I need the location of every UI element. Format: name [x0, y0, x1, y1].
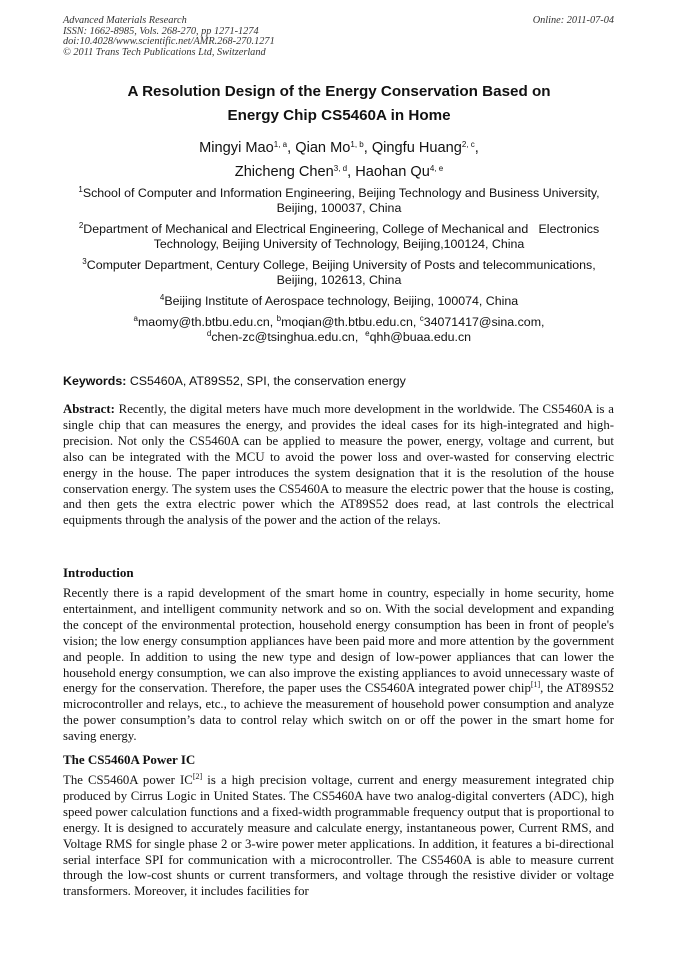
journal-doi: doi:10.4028/www.scientific.net/AMR.268-270.1271 [63, 36, 275, 48]
author-sup: 2, c [461, 140, 475, 149]
email-address[interactable]: maomy@th.btbu.edu.cn, [137, 315, 274, 329]
title-line-2: Energy Chip CS5460A in Home [227, 107, 451, 124]
introduction-paragraph: Recently there is a rapid development of the smart home in country, especially in home security, home entertainment, and intelligent community network and so on. With the social development and expanding the concept of the environmental protection, household energy consumption has been in front of people's vision; the low energy consumption appliances have been paid more and more attention by the government and people. In addition to using the new type and design of low-power appliances that can lower the household energy consumption, we can also improve the existing appliances to avoid unnecessary waste of energy for the conservation. Therefore, the paper uses the CS5460A integrated power chip[1], the AT89S52 microcontroller and relays, etc., to achieve the measurement of household power consumption and analyze the power consumption’s data to control relay which switch on or off the power in the smart home for saving energy. [63, 586, 614, 744]
author-name: Zhicheng Chen [234, 164, 334, 180]
author-sup: 1, b [350, 140, 364, 149]
keywords-label: Keywords: [63, 374, 127, 388]
journal-header [63, 16, 275, 58]
affiliation-4 [63, 294, 615, 309]
keywords [63, 373, 406, 389]
section-heading-cs5460a: The CS5460A Power IC [63, 752, 196, 767]
abstract [63, 402, 614, 529]
email-address[interactable]: chen-zc@tsinghua.edu.cn, [211, 330, 359, 345]
journal-copyright: © 2011 Trans Tech Publications Ltd, Switzerland [63, 46, 266, 58]
introduction-heading: Introduction [63, 565, 134, 580]
affiliation-text: Beijing, 102613, China [276, 273, 402, 288]
email-address[interactable]: moqian@th.btbu.edu.cn, [281, 315, 417, 329]
email-address[interactable]: qhh@buaa.edu.cn [369, 330, 472, 345]
author-line-1: Mingyi Mao$^{1, a}$, Qian Mo$^{1, b}$, Qingfu Huang$^{2, c}$, [199, 140, 479, 156]
title-line-1: A Resolution Design of the Energy Conservation Based on [127, 83, 551, 100]
email-list [63, 315, 615, 346]
affiliation-num: 1 [78, 185, 83, 194]
affiliation-text: Computer Department, Century College, Beijing University of Posts and telecommunications, [86, 258, 596, 272]
email-address[interactable]: 34071417@sina.com, [423, 315, 545, 329]
author-name: Mingyi Mao [199, 140, 274, 156]
abstract-text: Recently, the digital meters have much more development in the worldwide. The CS5460A is a single chip that can measures the energy, and provides the ideal cases for its high-integrated and high-precision. Not only the CS5460A can be applied to measure the power, energy, voltage and current, but also can be integrated with the MCU to avoid the power loss and over-wasted for conserving electric energy in the house. The paper introduces the system designation that it is the resolution of the house conservation energy. The system uses the CS5460A to measure the electric power that the house is costing, and then gets the extra electric power which the AT89S52 does read, at last controls the electrical equipments through the analysis of the power and the action of the relays. [63, 402, 614, 528]
affiliation-text: Beijing Institute of Aerospace technology, Beijing, 100074, China [164, 294, 519, 308]
author-line-2: Zhicheng Chen$^{3, d}$, Haohan Qu$^{4, e}$ [234, 164, 444, 180]
abstract-label: Abstract: [63, 402, 115, 416]
author-name: Qingfu Huang [371, 140, 462, 156]
citation[interactable]: [2] [192, 772, 203, 781]
journal-issn: ISSN: 1662-8985, Vols. 268-270, pp 1271-1274 [63, 25, 259, 37]
keywords-text: CS5460A, AT89S52, SPI, the conservation energy [129, 374, 406, 388]
affiliation-2 [63, 222, 615, 253]
paper-title [63, 80, 615, 128]
affiliation-num: 3 [82, 257, 87, 266]
author-name: Qian Mo [295, 140, 351, 156]
affiliation-1 [63, 186, 615, 217]
journal-name: Advanced Materials Research [63, 15, 187, 26]
email-line-2: $^d$chen-zc@tsinghua.edu.cn, $^e$qhh@buaa.edu.cn [206, 329, 472, 345]
citation[interactable]: [1] [530, 680, 541, 690]
online-date: Online: 2011-07-04 [532, 15, 614, 26]
affiliation-text: Department of Mechanical and Electrical Engineering, College of Mechanical and Electronics [83, 222, 600, 236]
author-name: Haohan Qu [355, 164, 430, 180]
affiliation-3 [63, 258, 615, 289]
author-sup: 3, d [333, 164, 348, 173]
author-sup: 1, a [273, 140, 288, 149]
author-list [63, 136, 615, 184]
author-sup: 4, e [429, 164, 444, 173]
section-paragraph-cs5460a: The CS5460A power IC[2] is a high precision voltage, current and energy measurement integrated chip produced by Cirrus Logic in United States. The CS5460A have two analog-digital converters (ADC), high speed power calculation functions and a fixed-width programmable frequency output that is proportional to energy. It is designed to accurately measure and calculate energy, instantaneous power, Current RMS, and Voltage RMS for single phase 2 or 3-wire power meter applications. In addition, it features a bi-directional serial interface SPI for communication with a microcontroller. The CS5460A is able to measure current through the low-cost shunts or current transformers, and voltage through the resistive divider or voltage transformers. Moreover, it includes facilities for [63, 772, 614, 899]
affiliation-text: School of Computer and Information Engineering, Beijing Technology and Business University, [82, 186, 600, 200]
affiliation-text: Technology, Beijing University of Technology, Beijing,100124, China [153, 237, 525, 252]
affiliation-num: 2 [78, 221, 84, 230]
affiliation-text: Beijing, 100037, China [276, 201, 402, 216]
email-line-1: $^a$maomy@th.btbu.edu.cn, $^b$moqian@th.btbu.edu.cn, $^c$34071417@sina.com, [133, 314, 545, 329]
affiliation-num: 4 [159, 293, 165, 302]
